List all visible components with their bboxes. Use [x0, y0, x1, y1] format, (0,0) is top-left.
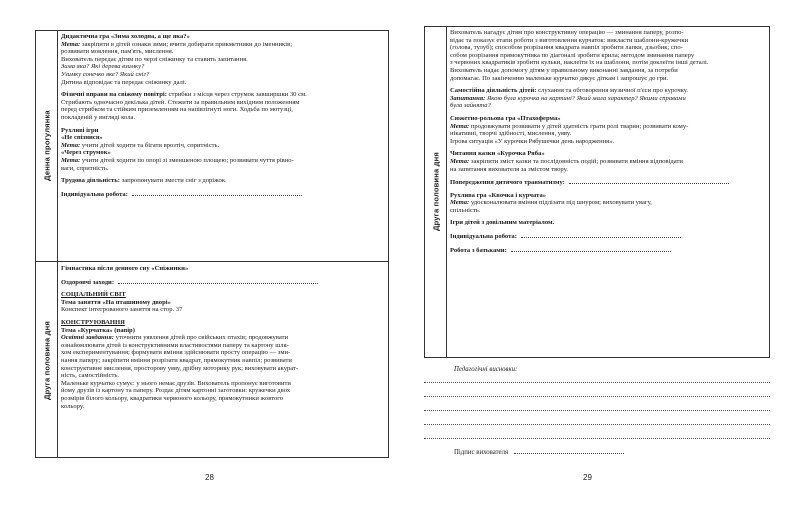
- text-line: йому друзів із картону та паперу. Роздає дітям картонні заготовки: кружечки двох: [61, 387, 291, 395]
- text-line: КОНСТРУЮВАННЯ: [61, 318, 125, 326]
- text-line: Маленьке курчатко сумує: у нього немає друзів. Вихователь пропонує виготовити: [61, 379, 291, 387]
- text-line: [450, 123, 766, 131]
- signature-label: Підпис вихователя: [454, 449, 509, 456]
- text-line: хом експериментування; формувати вміння здійснювати просту операцію — зми-: [61, 349, 291, 357]
- text-line: Рухлива гра «Квочка і курчата»: [450, 191, 547, 199]
- text-line: [450, 95, 766, 103]
- line-label: Мета:: [450, 122, 470, 130]
- text-line: ознайомлювати дітей із конструктивними властивостями паперу та картону шля-: [61, 341, 289, 349]
- text-line: Ігрова ситуація «У курочки Рябушечки день народження».: [450, 137, 615, 145]
- notes-line: [424, 424, 770, 425]
- text-line: (голова, тулуб); способом розрізання квадрата навпіл зробити лапки, дзьобик; спо-: [450, 44, 683, 52]
- page-number: 29: [583, 473, 592, 482]
- text-line: «Не спізнися»: [61, 134, 103, 142]
- text-line: з червоних квадратиків зробити кульки, наклеїти їх на шаблони, потім доклеїти інші деталі.: [450, 59, 709, 67]
- text-line: на запитання вихователя за змістом твору.: [450, 165, 568, 173]
- text-line: конструктивне мислення, просторову уяву, дрібну моторику рук; виховувати акурат-: [61, 364, 299, 372]
- line-text: слухання та обговорення музичної п'єси про курочку.: [536, 87, 689, 95]
- line-label: Мета:: [61, 156, 81, 164]
- text-line: [61, 157, 385, 165]
- text-line: Узимку сонечко яке? Який сніг?: [61, 70, 150, 78]
- line-text: учити дітей ходити та бігати врозтіч, спритність.: [80, 141, 220, 149]
- line-label: Оздоровчі заходи:: [61, 278, 115, 286]
- notes-line: [424, 382, 770, 383]
- text-line: Вихователь надає допомогу дітям у правильному виконанні завдання, за потреби: [450, 66, 678, 74]
- line-text: запропонувати змести сніг з доріжок.: [119, 177, 227, 185]
- line-text: учити дітей ходити по опорі зі зменшеною площею; розвивати чуття рівно-: [80, 156, 294, 164]
- fill-in-dots: [521, 232, 681, 238]
- text-line: Зима яка? Які дерева взимку?: [61, 63, 145, 71]
- right-content: [450, 29, 766, 254]
- text-line: [450, 232, 766, 241]
- text-line: розмірів білого кольору, квадратики червоного кольору, прямокутники жовтого: [61, 394, 284, 402]
- line-text: Якою була курочка на картині? Який мала характер? Якими справами: [485, 94, 686, 102]
- text-line: Рухливі ігри: [61, 126, 99, 134]
- notes-title: Педагогічні висновки:: [454, 366, 518, 373]
- text-line: ваги, спритність.: [61, 164, 109, 172]
- text-line: [61, 278, 385, 287]
- fill-in-dots: [118, 278, 318, 284]
- text-line: допомагає. По закінченню маленьке курчатко дякує діткам і запрошує до гри.: [450, 74, 669, 82]
- text-line: [61, 41, 385, 49]
- text-line: спільність.: [450, 206, 481, 214]
- walk-section-column: [36, 31, 58, 261]
- fill-in-dots: [132, 190, 302, 196]
- signature-line: [454, 448, 624, 456]
- text-line: Тема «Курчатка» (папір): [61, 326, 135, 334]
- signature-dots: [514, 448, 624, 454]
- afternoon-section-column: [36, 261, 58, 457]
- text-line: нікативні, творчі здібності, мислення, уяву.: [450, 130, 572, 138]
- text-line: була зайнята?: [450, 102, 491, 110]
- line-text: стрибки з місця через струмок завширшки 30 см.: [166, 91, 307, 99]
- text-line: «Через струмок»: [61, 149, 111, 157]
- text-line: [61, 190, 385, 199]
- fill-in-dots: [511, 246, 671, 252]
- text-line: [450, 87, 766, 95]
- text-line: розвивати мовлення, пам'ять, мислення.: [61, 48, 174, 56]
- line-text: закріпити в дітей ознаки зими; вчити добирати прикметники до іменників;: [80, 40, 293, 48]
- text-line: [450, 158, 766, 166]
- afternoon-section-label: Друга половина дня: [42, 321, 52, 400]
- text-line: Конспект інтегрованого заняття на стор. 37: [61, 306, 183, 314]
- line-label: Мета:: [450, 157, 470, 165]
- line-label: Самостійна діяльність дітей:: [450, 87, 537, 95]
- line-label: Мета:: [61, 141, 81, 149]
- line-label: Трудова діяльність:: [61, 177, 120, 185]
- line-label: Індивідуальна робота:: [450, 233, 517, 241]
- line-label: Запитання:: [450, 94, 486, 102]
- text-line: [450, 178, 766, 187]
- line-text: закріпити зміст казки та послідовність подій; розвивати вміння відповідати: [469, 157, 683, 165]
- afternoon-section-column-right: [425, 27, 447, 357]
- right-plan-table: [424, 26, 770, 358]
- line-label: Мета:: [61, 40, 81, 48]
- text-line: нання паперу; закріпити вміння розрізати квадрат, прямокутник навпіл; розвивати: [61, 356, 292, 364]
- text-line: кольору.: [61, 402, 85, 410]
- line-label: Мета:: [450, 199, 470, 207]
- text-line: Дитина відповідає та передає сніжинку далі.: [61, 78, 187, 86]
- text-line: Стрибають одночасно декілька дітей. Стежити за правильним вихідним положенням: [61, 98, 300, 106]
- line-label: Освітні завдання:: [61, 334, 114, 342]
- line-label: Фізичні вправи на свіжому повітрі:: [61, 91, 167, 99]
- page-number: 28: [205, 473, 214, 482]
- text-line: собом розрізання прямокутника по діагоналі зробити крила; методом зминання паперу: [450, 51, 695, 59]
- left-plan-table: [35, 30, 389, 458]
- text-line: ність, самостійність.: [61, 372, 120, 380]
- text-line: [61, 142, 385, 150]
- text-line: відає та показує етапи роботи з виготовлення курчаток: викласти шаблони-кружечки: [450, 36, 689, 44]
- text-line: Гімнастика після денного сну «Сніжинки»: [61, 265, 189, 272]
- text-line: Вихователь нагадує дітям про конструктивну операцію — зминання паперу, розпо-: [450, 29, 684, 36]
- notes-line: [424, 410, 770, 411]
- text-line: [61, 177, 385, 185]
- line-text: продовжувати розвивати у дітей здатність грати ролі тварин; розвивати кому-: [469, 122, 689, 130]
- notes-line: [424, 396, 770, 397]
- text-line: Дидактична гра «Зима холодна, а ще яка?»: [61, 33, 190, 40]
- text-line: Вихователь передає дітям по черзі сніжинку та ставить запитання.: [61, 55, 248, 63]
- line-label: Попередження дитячого травматизму:: [450, 179, 565, 187]
- text-line: [450, 246, 766, 255]
- text-line: Сюжетно-рольова гра «Птахоферма»: [450, 114, 561, 122]
- text-line: [61, 334, 385, 342]
- text-line: покладеній у вигляді кола.: [61, 113, 136, 121]
- walk-section-label: Денна прогулянка: [42, 110, 52, 181]
- line-text: уточнити уявлення дітей про свійських птахів; продовжувати: [113, 334, 289, 342]
- line-label: Індивідуальна робота:: [61, 190, 128, 198]
- text-line: Тема заняття «На пташиному дворі»: [61, 298, 171, 306]
- text-line: [450, 199, 766, 207]
- fill-in-dots: [569, 178, 729, 184]
- text-line: перед стрибком та стійким приземленням на напівзігнуті ноги. Ходьба по мотузці,: [61, 106, 293, 114]
- walk-content: [61, 33, 385, 198]
- text-line: [61, 91, 385, 99]
- notes-line: [424, 438, 770, 439]
- section-divider: [36, 261, 388, 262]
- text-line: СОЦІАЛЬНИЙ СВІТ: [61, 291, 126, 299]
- line-text: удосконалювати вміння підлізати під шнуром; виховувати увагу,: [469, 199, 652, 207]
- text-line: Ігри дітей з довільним матеріалом.: [450, 219, 555, 227]
- afternoon-section-label-right: Друга половина дня: [431, 152, 441, 231]
- afternoon-content: [61, 265, 385, 410]
- text-line: Читання казки «Курочка Ряба»: [450, 150, 545, 158]
- line-label: Робота з батьками:: [450, 246, 507, 254]
